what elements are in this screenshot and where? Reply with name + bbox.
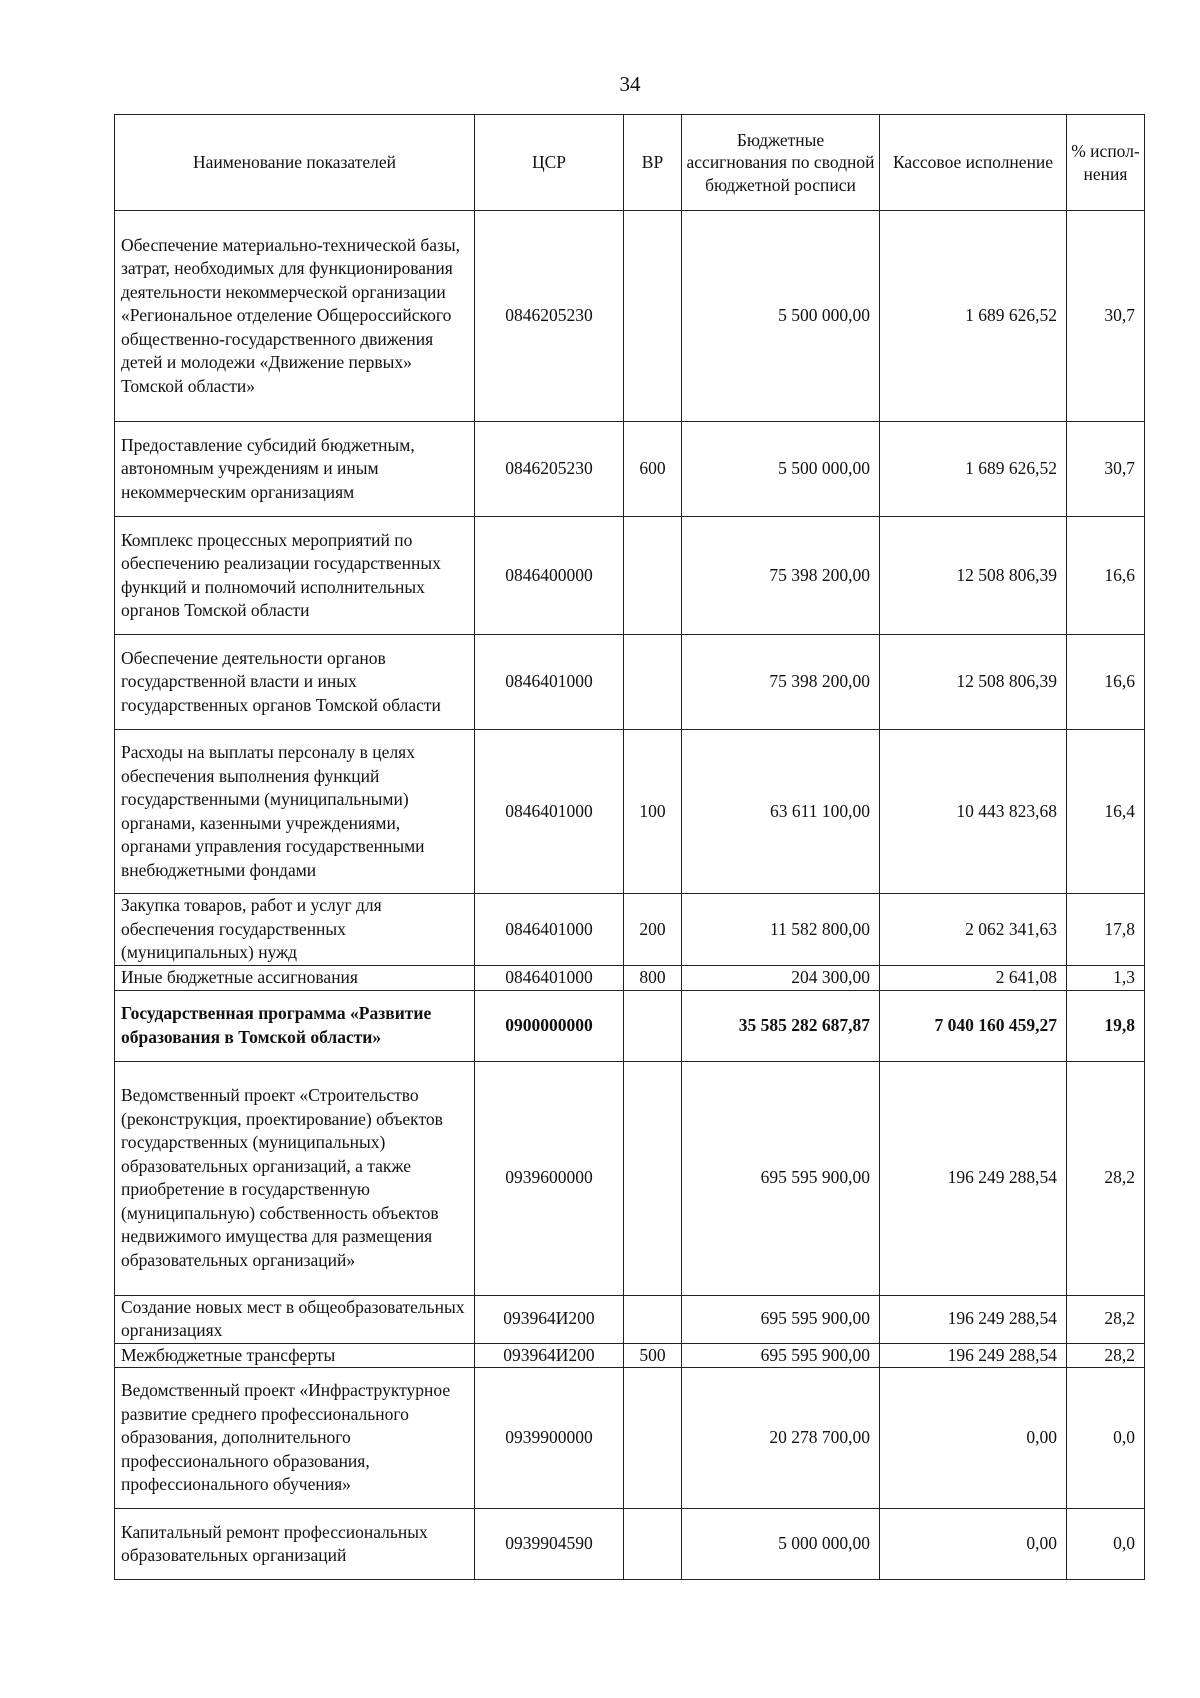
row-cash: 1 689 626,52 [880,211,1067,422]
row-budget: 5 500 000,00 [682,422,880,517]
table-row [115,1509,1145,1580]
row-vr [624,1295,682,1343]
row-csr: 0846401000 [475,894,624,966]
row-cash: 0,00 [880,1368,1067,1509]
page-number: 34 [619,72,641,96]
row-vr [624,1368,682,1509]
row-percent: 16,6 [1067,517,1145,635]
row-budget: 5 500 000,00 [682,211,880,422]
row-csr: 0846401000 [475,730,624,894]
row-vr [624,517,682,635]
row-percent: 28,2 [1067,1295,1145,1343]
row-name: Государственная программа «Развитие образования в Томской области» [115,990,475,1061]
row-budget: 35 585 282 687,87 [682,990,880,1061]
row-percent: 0,0 [1067,1368,1145,1509]
row-cash: 12 508 806,39 [880,517,1067,635]
row-cash: 196 249 288,54 [880,1295,1067,1343]
row-name: Комплекс процессных мероприятий по обеспечению реализации государственных функций и полномочий исполнительных органов Томской области [115,517,475,635]
row-budget: 695 595 900,00 [682,1295,880,1343]
row-budget: 63 611 100,00 [682,730,880,894]
row-budget: 11 582 800,00 [682,894,880,966]
row-cash: 2 641,08 [880,966,1067,991]
row-vr: 600 [624,422,682,517]
table-row [115,1368,1145,1509]
row-csr: 0846401000 [475,966,624,991]
row-csr: 0846205230 [475,422,624,517]
row-csr: 0900000000 [475,990,624,1061]
row-budget: 75 398 200,00 [682,517,880,635]
row-cash: 0,00 [880,1509,1067,1580]
row-percent: 16,6 [1067,635,1145,730]
row-vr [624,635,682,730]
table-row [115,422,1145,517]
row-csr: 0846401000 [475,635,624,730]
table-row [115,1295,1145,1343]
row-percent: 1,3 [1067,966,1145,991]
row-vr: 800 [624,966,682,991]
table-row [115,1061,1145,1295]
row-percent: 28,2 [1067,1343,1145,1368]
row-percent: 30,7 [1067,211,1145,422]
row-name: Закупка товаров, работ и услуг для обеспечения государственных (муниципальных) нужд [115,894,475,966]
row-name: Межбюджетные трансферты [115,1343,475,1368]
row-name: Расходы на выплаты персоналу в целях обеспечения выполнения функций государственными (муниципальными) органами, казенными учреждениями, органами управления государственными внебюджетными фондами [115,730,475,894]
row-cash: 196 249 288,54 [880,1061,1067,1295]
row-csr: 0939900000 [475,1368,624,1509]
row-percent: 16,4 [1067,730,1145,894]
table-row [115,966,1145,991]
row-budget: 695 595 900,00 [682,1343,880,1368]
row-name: Иные бюджетные ассигнования [115,966,475,991]
row-csr: 093964И200 [475,1295,624,1343]
row-percent: 0,0 [1067,1509,1145,1580]
row-budget: 75 398 200,00 [682,635,880,730]
row-name: Предоставление субсидий бюджетным, автономным учреждениям и иным некоммерческим организациям [115,422,475,517]
row-budget: 5 000 000,00 [682,1509,880,1580]
row-name: Ведомственный проект «Инфраструктурное развитие среднего профессионального образования, дополнительного профессионального образования, профессионального обучения» [115,1368,475,1509]
row-budget: 20 278 700,00 [682,1368,880,1509]
row-csr: 0846400000 [475,517,624,635]
row-vr [624,211,682,422]
row-name: Обеспечение деятельности органов государственной власти и иных государственных органов Томской области [115,635,475,730]
header-name: Наименование показателей [115,115,475,211]
row-percent: 28,2 [1067,1061,1145,1295]
row-cash: 7 040 160 459,27 [880,990,1067,1061]
row-budget: 204 300,00 [682,966,880,991]
row-vr: 200 [624,894,682,966]
row-cash: 12 508 806,39 [880,635,1067,730]
table-header-row [115,115,1145,211]
row-percent: 19,8 [1067,990,1145,1061]
table-row [115,730,1145,894]
table-row [115,211,1145,422]
row-name: Ведомственный проект «Строительство (реконструкция, проектирование) объектов государственных (муниципальных) образовательных организаций, а также приобретение в государственную (муниципальную) собственность объектов недвижимого имущества для размещения образовательных организаций» [115,1061,475,1295]
budget-table [114,114,1145,1580]
row-cash: 196 249 288,54 [880,1343,1067,1368]
row-vr: 500 [624,1343,682,1368]
table-row [115,894,1145,966]
header-cash: Кассовое исполнение [880,115,1067,211]
header-csr: ЦСР [475,115,624,211]
row-budget: 695 595 900,00 [682,1061,880,1295]
header-budget: Бюджетные ассигнования по сводной бюджетной росписи [682,115,880,211]
row-vr: 100 [624,730,682,894]
row-cash: 10 443 823,68 [880,730,1067,894]
table-row-program [115,990,1145,1061]
row-csr: 0846205230 [475,211,624,422]
row-name: Обеспечение материально-технической базы, затрат, необходимых для функционирования деятельности некоммерческой организации «Региональное отделение Общероссийского общественно-государственного движения детей и молодежи «Движение первых» Томской области» [115,211,475,422]
row-vr [624,1509,682,1580]
row-percent: 30,7 [1067,422,1145,517]
table-row [115,635,1145,730]
row-name: Капитальный ремонт профессиональных образовательных организаций [115,1509,475,1580]
row-vr [624,1061,682,1295]
row-vr [624,990,682,1061]
row-csr: 0939600000 [475,1061,624,1295]
header-percent: % испол-нения [1067,115,1145,211]
table-row [115,1343,1145,1368]
row-cash: 1 689 626,52 [880,422,1067,517]
row-csr: 0939904590 [475,1509,624,1580]
row-percent: 17,8 [1067,894,1145,966]
row-name: Создание новых мест в общеобразовательных организациях [115,1295,475,1343]
row-cash: 2 062 341,63 [880,894,1067,966]
header-vr: ВР [624,115,682,211]
row-csr: 093964И200 [475,1343,624,1368]
table-row [115,517,1145,635]
